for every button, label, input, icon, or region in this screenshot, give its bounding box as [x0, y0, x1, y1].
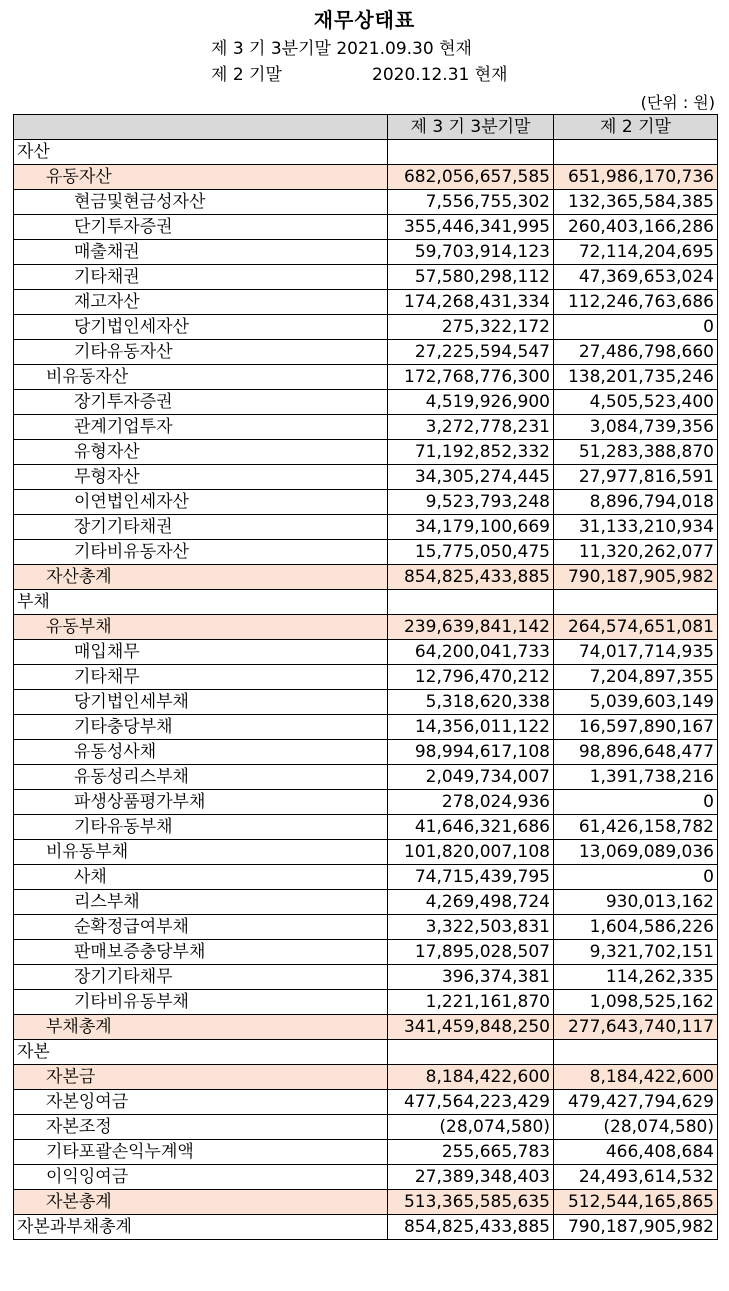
prior-period-amount: 16,597,890,167: [554, 715, 718, 740]
current-period-amount: 12,796,470,212: [388, 665, 554, 690]
header-prior-period: 제 2 기말: [554, 115, 718, 140]
account-name: 이연법인세자산: [14, 490, 388, 515]
prior-period-amount: 260,403,166,286: [554, 215, 718, 240]
table-row: [14, 740, 718, 765]
account-name: 관계기업투자: [14, 415, 388, 440]
account-name: 판매보증충당부채: [14, 940, 388, 965]
table-row: [14, 340, 718, 365]
current-period-amount: 513,365,585,635: [388, 1190, 554, 1215]
current-period-amount: 1,221,161,870: [388, 990, 554, 1015]
current-period-amount: 74,715,439,795: [388, 865, 554, 890]
account-name: 파생상품평가부채: [14, 790, 388, 815]
table-row: [14, 1090, 718, 1115]
table-row: [14, 190, 718, 215]
unit-label: (단위 : 원): [640, 93, 715, 112]
table-row: [14, 990, 718, 1015]
account-name: 기타충당부채: [14, 715, 388, 740]
prior-period-amount: [554, 1040, 718, 1065]
table-row: [14, 840, 718, 865]
current-period-amount: 57,580,298,112: [388, 265, 554, 290]
prior-period-amount: (28,074,580): [554, 1115, 718, 1140]
table-row: [14, 240, 718, 265]
table-row: [14, 915, 718, 940]
account-name: 부채총계: [14, 1015, 388, 1040]
current-period-amount: 17,895,028,507: [388, 940, 554, 965]
account-name: 유동성리스부채: [14, 765, 388, 790]
table-row: [14, 365, 718, 390]
account-name: 리스부채: [14, 890, 388, 915]
table-row: [14, 565, 718, 590]
table-row: [14, 890, 718, 915]
prior-period-amount: 24,493,614,532: [554, 1165, 718, 1190]
prior-period-amount: 13,069,089,036: [554, 840, 718, 865]
account-name: 자본조정: [14, 1115, 388, 1140]
account-name: 자본과부채총계: [14, 1215, 388, 1240]
period-prior-date: 2020.12.31 현재: [372, 65, 508, 85]
account-name: 기타채무: [14, 665, 388, 690]
current-period-amount: 15,775,050,475: [388, 540, 554, 565]
table-row: [14, 615, 718, 640]
current-period-amount: 9,523,793,248: [388, 490, 554, 515]
table-row: [14, 815, 718, 840]
account-name: 순확정급여부채: [14, 915, 388, 940]
current-period-amount: 396,374,381: [388, 965, 554, 990]
table-row: [14, 715, 718, 740]
table-row: [14, 1115, 718, 1140]
prior-period-amount: 1,098,525,162: [554, 990, 718, 1015]
account-name: 당기법인세자산: [14, 315, 388, 340]
prior-period-amount: [554, 140, 718, 165]
table-row: [14, 640, 718, 665]
table-row: [14, 1040, 718, 1065]
account-name: 재고자산: [14, 290, 388, 315]
prior-period-amount: 27,486,798,660: [554, 340, 718, 365]
current-period-amount: 2,049,734,007: [388, 765, 554, 790]
account-name: 자본금: [14, 1065, 388, 1090]
current-period-amount: 3,322,503,831: [388, 915, 554, 940]
prior-period-amount: 790,187,905,982: [554, 565, 718, 590]
account-name: 매출채권: [14, 240, 388, 265]
current-period-amount: 14,356,011,122: [388, 715, 554, 740]
current-period-amount: 854,825,433,885: [388, 565, 554, 590]
prior-period-amount: 31,133,210,934: [554, 515, 718, 540]
current-period-amount: 172,768,776,300: [388, 365, 554, 390]
account-name: 기타포괄손익누계액: [14, 1140, 388, 1165]
account-name: 비유동부채: [14, 840, 388, 865]
table-row: [14, 490, 718, 515]
current-period-amount: 98,994,617,108: [388, 740, 554, 765]
current-period-amount: 278,024,936: [388, 790, 554, 815]
table-header-row: [14, 115, 718, 140]
header-current-period: 제 3 기 3분기말: [388, 115, 554, 140]
current-period-amount: 355,446,341,995: [388, 215, 554, 240]
account-name: 부채: [14, 590, 388, 615]
account-name: 자본잉여금: [14, 1090, 388, 1115]
table-row: [14, 690, 718, 715]
account-name: 비유동자산: [14, 365, 388, 390]
table-row: [14, 1190, 718, 1215]
prior-period-amount: 74,017,714,935: [554, 640, 718, 665]
period-prior-label: 제 2 기말: [211, 65, 282, 85]
current-period-amount: 341,459,848,250: [388, 1015, 554, 1040]
current-period-amount: 41,646,321,686: [388, 815, 554, 840]
table-row: [14, 165, 718, 190]
prior-period-amount: 7,204,897,355: [554, 665, 718, 690]
current-period-amount: 239,639,841,142: [388, 615, 554, 640]
table-row: [14, 790, 718, 815]
current-period-amount: [388, 1040, 554, 1065]
current-period-amount: 34,179,100,669: [388, 515, 554, 540]
prior-period-amount: 8,896,794,018: [554, 490, 718, 515]
table-row: [14, 1015, 718, 1040]
prior-period-amount: 9,321,702,151: [554, 940, 718, 965]
current-period-amount: 8,184,422,600: [388, 1065, 554, 1090]
prior-period-amount: 112,246,763,686: [554, 290, 718, 315]
table-row: [14, 765, 718, 790]
account-name: 자본: [14, 1040, 388, 1065]
prior-period-amount: 8,184,422,600: [554, 1065, 718, 1090]
table-row: [14, 590, 718, 615]
prior-period-amount: 0: [554, 865, 718, 890]
prior-period-amount: [554, 590, 718, 615]
table-row: [14, 140, 718, 165]
current-period-amount: 174,268,431,334: [388, 290, 554, 315]
account-name: 기타유동자산: [14, 340, 388, 365]
prior-period-amount: 11,320,262,077: [554, 540, 718, 565]
current-period-amount: 101,820,007,108: [388, 840, 554, 865]
prior-period-amount: 138,201,735,246: [554, 365, 718, 390]
prior-period-amount: 1,604,586,226: [554, 915, 718, 940]
account-name: 당기법인세부채: [14, 690, 388, 715]
prior-period-amount: 47,369,653,024: [554, 265, 718, 290]
current-period-amount: 4,269,498,724: [388, 890, 554, 915]
table-row: [14, 440, 718, 465]
prior-period-amount: 3,084,739,356: [554, 415, 718, 440]
account-name: 자본총계: [14, 1190, 388, 1215]
current-period-amount: 682,056,657,585: [388, 165, 554, 190]
current-period-amount: 59,703,914,123: [388, 240, 554, 265]
account-name: 기타비유동자산: [14, 540, 388, 565]
table-row: [14, 540, 718, 565]
table-row: [14, 265, 718, 290]
current-period-amount: 27,389,348,403: [388, 1165, 554, 1190]
account-name: 현금및현금성자산: [14, 190, 388, 215]
current-period-amount: 34,305,274,445: [388, 465, 554, 490]
prior-period-amount: 98,896,648,477: [554, 740, 718, 765]
table-row: [14, 290, 718, 315]
account-name: 이익잉여금: [14, 1165, 388, 1190]
prior-period-amount: 114,262,335: [554, 965, 718, 990]
prior-period-amount: 0: [554, 315, 718, 340]
account-name: 장기기타채무: [14, 965, 388, 990]
prior-period-amount: 4,505,523,400: [554, 390, 718, 415]
current-period-amount: 3,272,778,231: [388, 415, 554, 440]
table-row: [14, 1065, 718, 1090]
account-name: 기타비유동부채: [14, 990, 388, 1015]
account-name: 사채: [14, 865, 388, 890]
prior-period-amount: 51,283,388,870: [554, 440, 718, 465]
table-row: [14, 665, 718, 690]
table-row: [14, 415, 718, 440]
prior-period-amount: 651,986,170,736: [554, 165, 718, 190]
account-name: 유동부채: [14, 615, 388, 640]
prior-period-amount: 5,039,603,149: [554, 690, 718, 715]
prior-period-amount: 132,365,584,385: [554, 190, 718, 215]
prior-period-amount: 72,114,204,695: [554, 240, 718, 265]
account-name: 유형자산: [14, 440, 388, 465]
balance-sheet-table: [13, 114, 718, 1240]
current-period-amount: 477,564,223,429: [388, 1090, 554, 1115]
table-row: [14, 515, 718, 540]
prior-period-amount: 790,187,905,982: [554, 1215, 718, 1240]
table-row: [14, 315, 718, 340]
table-row: [14, 1215, 718, 1240]
prior-period-amount: 466,408,684: [554, 1140, 718, 1165]
current-period-amount: 854,825,433,885: [388, 1215, 554, 1240]
table-row: [14, 865, 718, 890]
current-period-amount: [388, 590, 554, 615]
account-name: 매입채무: [14, 640, 388, 665]
prior-period-amount: 512,544,165,865: [554, 1190, 718, 1215]
table-row: [14, 1165, 718, 1190]
account-name: 자산총계: [14, 565, 388, 590]
prior-period-amount: 0: [554, 790, 718, 815]
current-period-amount: 27,225,594,547: [388, 340, 554, 365]
current-period-amount: [388, 140, 554, 165]
table-row: [14, 965, 718, 990]
account-name: 무형자산: [14, 465, 388, 490]
prior-period-amount: 61,426,158,782: [554, 815, 718, 840]
current-period-amount: 7,556,755,302: [388, 190, 554, 215]
table-row: [14, 940, 718, 965]
table-body: [14, 140, 718, 1240]
prior-period-amount: 479,427,794,629: [554, 1090, 718, 1115]
current-period-amount: 275,322,172: [388, 315, 554, 340]
current-period-amount: 71,192,852,332: [388, 440, 554, 465]
prior-period-amount: 1,391,738,216: [554, 765, 718, 790]
account-name: 기타채권: [14, 265, 388, 290]
current-period-amount: 64,200,041,733: [388, 640, 554, 665]
prior-period-amount: 277,643,740,117: [554, 1015, 718, 1040]
account-name: 단기투자증권: [14, 215, 388, 240]
account-name: 자산: [14, 140, 388, 165]
current-period-amount: 5,318,620,338: [388, 690, 554, 715]
period-current: 제 3 기 3분기말 2021.09.30 현재: [211, 39, 472, 59]
table-row: [14, 215, 718, 240]
table-row: [14, 390, 718, 415]
prior-period-amount: 264,574,651,081: [554, 615, 718, 640]
current-period-amount: (28,074,580): [388, 1115, 554, 1140]
account-name: 유동자산: [14, 165, 388, 190]
table-row: [14, 465, 718, 490]
statement-title: 재무상태표: [313, 8, 416, 32]
prior-period-amount: 27,977,816,591: [554, 465, 718, 490]
account-name: 장기기타채권: [14, 515, 388, 540]
account-name: 기타유동부채: [14, 815, 388, 840]
prior-period-amount: 930,013,162: [554, 890, 718, 915]
header-account: [14, 115, 388, 140]
account-name: 장기투자증권: [14, 390, 388, 415]
current-period-amount: 255,665,783: [388, 1140, 554, 1165]
table-row: [14, 1140, 718, 1165]
current-period-amount: 4,519,926,900: [388, 390, 554, 415]
account-name: 유동성사채: [14, 740, 388, 765]
